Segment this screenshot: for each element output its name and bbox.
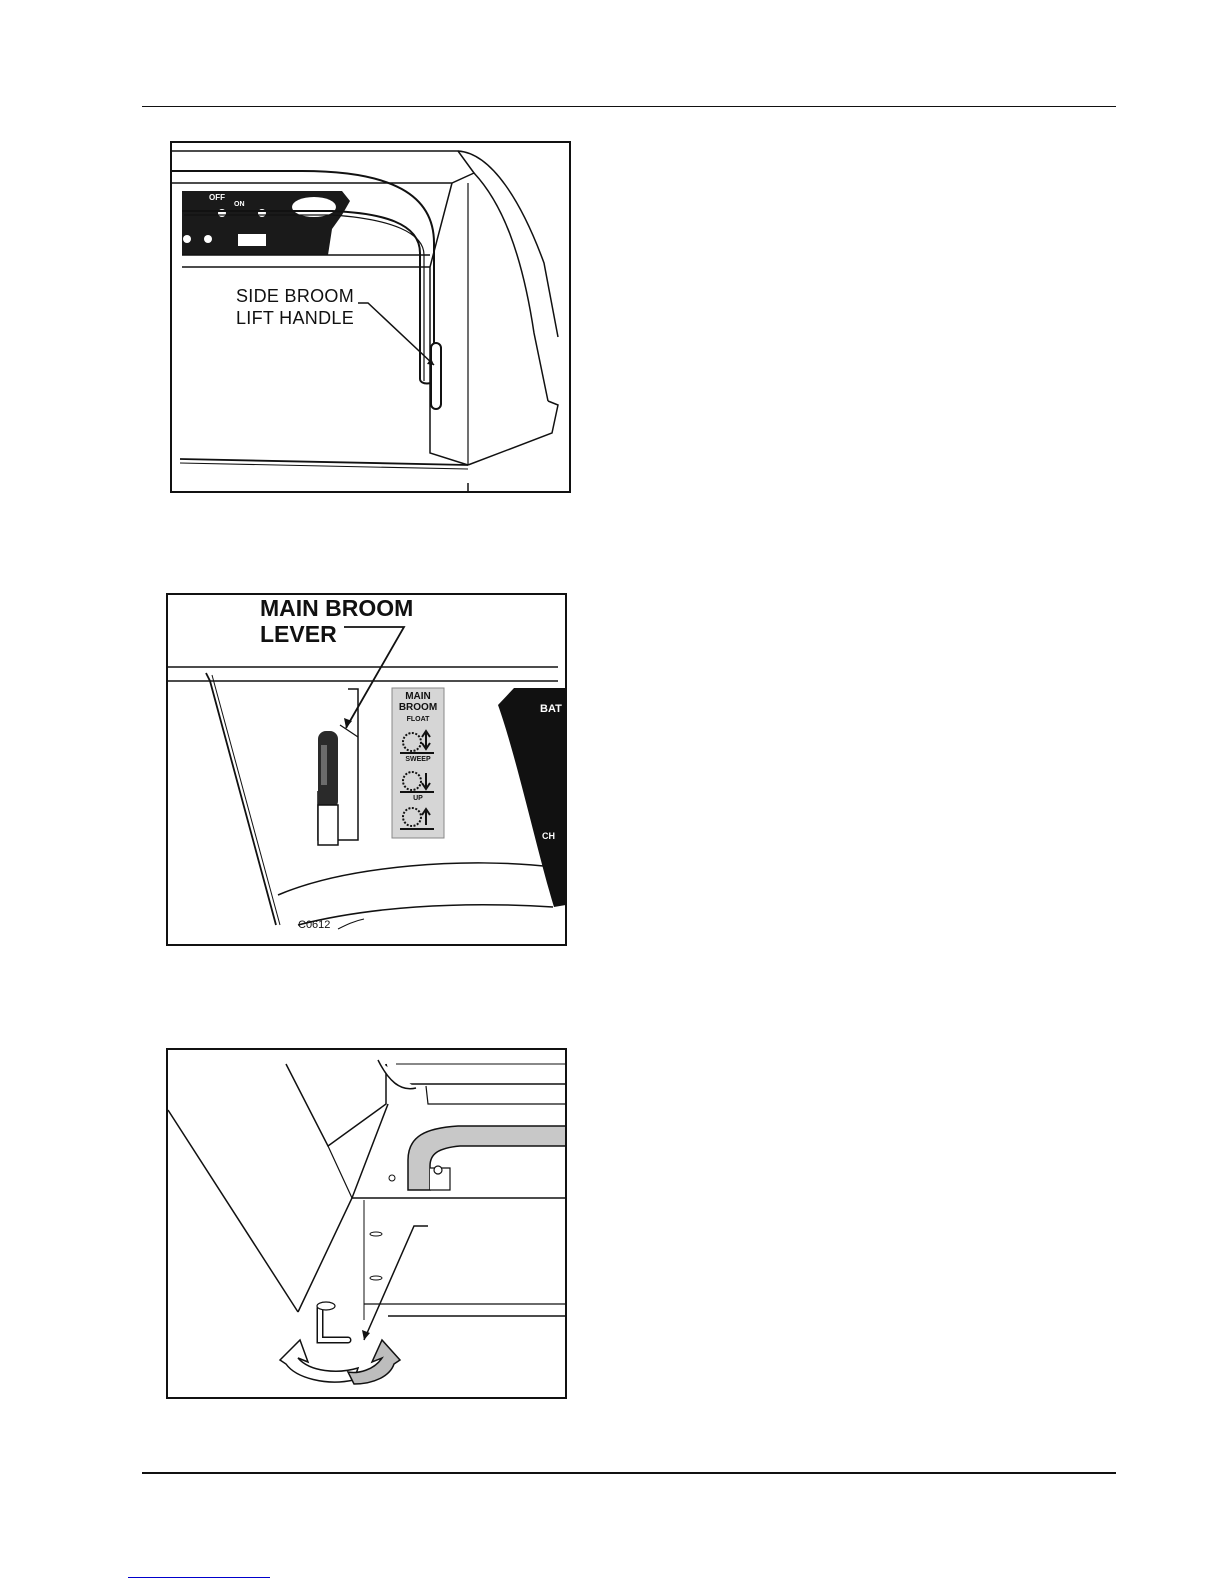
side-broom-label-line1: SIDE BROOM	[236, 286, 355, 306]
figure-rotate-latch	[166, 1048, 567, 1399]
footer-link-underline	[128, 1577, 270, 1578]
main-broom-label-line1: MAIN BROOM	[260, 595, 414, 621]
footer-rule	[142, 1472, 1116, 1474]
main-broom-label-line2: LEVER	[260, 621, 337, 647]
main-broom-illustration	[168, 595, 565, 944]
panel-on-label: ON	[234, 201, 245, 208]
rotate-right-arrow-icon	[348, 1340, 400, 1384]
panel-ch-label: CH	[542, 831, 555, 841]
side-broom-illustration	[172, 143, 569, 491]
figure-side-broom-lift-handle	[170, 141, 571, 493]
decal-float-label: FLOAT	[406, 716, 430, 723]
figure-main-broom-lever	[166, 593, 567, 946]
decal-up-label: UP	[413, 795, 423, 802]
panel-off-label: OFF	[209, 193, 225, 202]
header-rule	[142, 106, 1116, 107]
side-broom-label-line2: LIFT HANDLE	[236, 308, 354, 328]
figure-code: C0612	[298, 919, 331, 931]
decal-title-broom: BROOM	[398, 702, 438, 713]
rotate-left-arrow-icon	[280, 1340, 358, 1382]
rotate-latch-illustration	[168, 1050, 565, 1397]
decal-title-main: MAIN	[405, 691, 431, 702]
decal-sweep-label: SWEEP	[405, 756, 431, 763]
panel-bat-label: BAT	[540, 703, 562, 715]
